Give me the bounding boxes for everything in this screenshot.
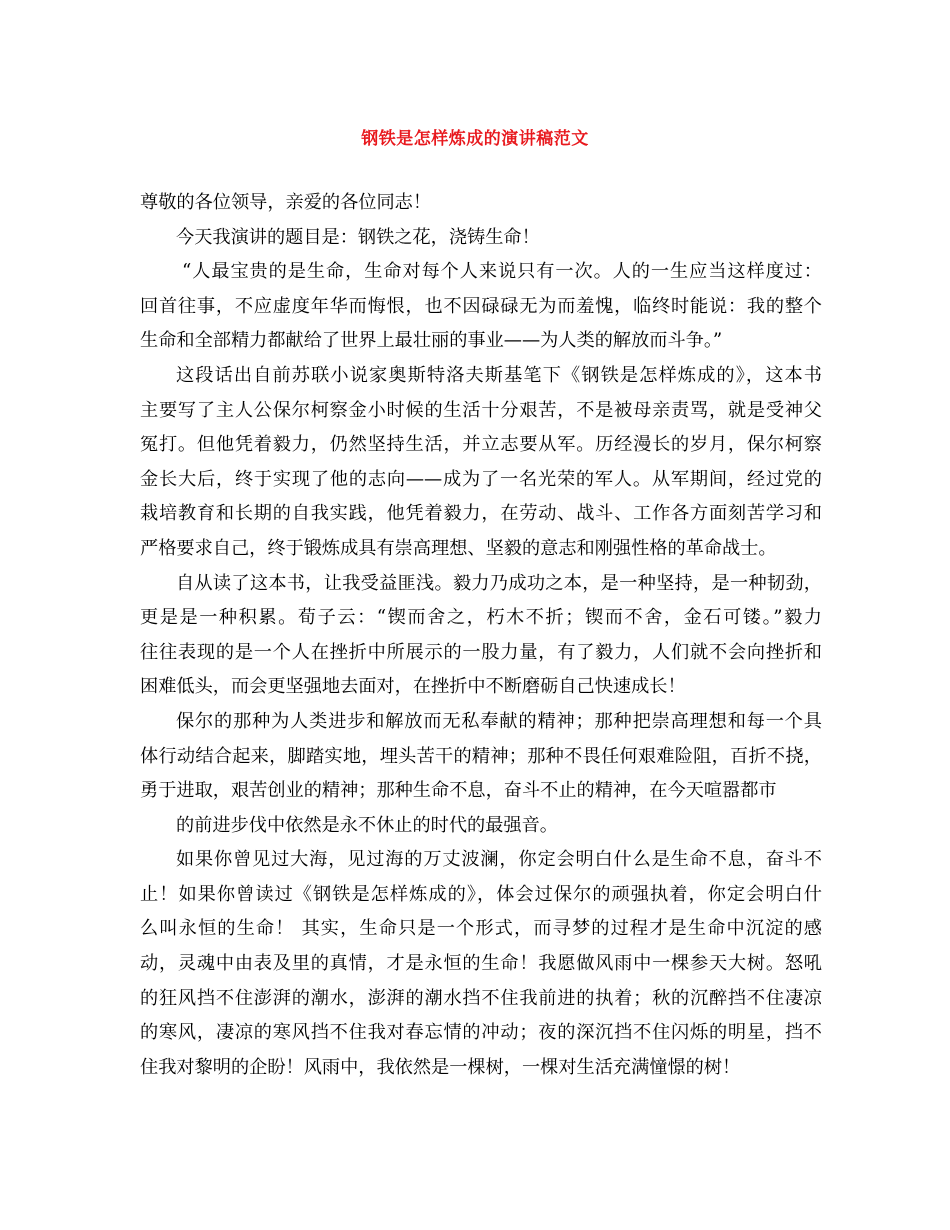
- text-line: 生命和全部精力都献给了世界上最壮丽的事业——为人类的解放而斗争。”: [140, 330, 723, 352]
- text-line: 困难低头，而会更坚强地去面对，在挫折中不断磨砺自己快速成长！: [140, 676, 686, 698]
- text-line: 自从读了这本书，让我受益匪浅。毅力乃成功之本，是一种坚持，是一种韧劲，: [176, 572, 822, 594]
- text-line: 更是是一种积累。荀子云：“锲而舍之，朽木不折；锲而不舍，金石可镂。”毅力: [140, 607, 822, 629]
- text-line: “人最宝贵的是生命，生命对每个人来说只有一次。人的一生应当这样度过：: [182, 261, 822, 283]
- text-line: 勇于进取，艰苦创业的精神；那种生命不息，奋斗不止的精神，在今天喧嚣都市: [140, 780, 777, 802]
- text-line: 如果你曾见过大海，见过海的万丈波澜，你定会明白什么是生命不息，奋斗不: [176, 849, 822, 871]
- text-line: 么叫永恒的生命！ 其实，生命只是一个形式，而寻梦的过程才是生命中沉淀的感: [140, 918, 822, 940]
- text-line: 今天我演讲的题目是：钢铁之花，浇铸生命！: [176, 226, 540, 248]
- text-line: 住我对黎明的企盼！风雨中，我依然是一棵树，一棵对生活充满憧憬的树！: [140, 1056, 741, 1078]
- text-line: 尊敬的各位领导，亲爱的各位同志！: [140, 192, 432, 213]
- text-line: 动，灵魂中由表及里的真情，才是永恒的生命！我愿做风雨中一棵参天大树。怒吼: [140, 953, 822, 975]
- text-line: 往往表现的是一个人在挫折中所展示的一股力量，有了毅力，人们就不会向挫折和: [140, 641, 822, 663]
- text-line: 止！如果你曾读过《钢铁是怎样炼成的》，体会过保尔的顽强执着，你定会明白什: [140, 883, 822, 905]
- text-line: 主要写了主人公保尔柯察金小时候的生活十分艰苦，不是被母亲责骂，就是受神父: [140, 399, 822, 421]
- text-line: 金长大后，终于实现了他的志向——成为了一名光荣的军人。从军期间，经过党的: [140, 468, 822, 490]
- text-line: 这段话出自前苏联小说家奥斯特洛夫斯基笔下《钢铁是怎样炼成的》，这本书: [176, 364, 822, 386]
- text-line: 回首往事，不应虚度年华而悔恨，也不因碌碌无为而羞愧，临终时能说：我的整个: [140, 295, 822, 317]
- text-line: 的寒风，凄凉的寒风挡不住我对春忘情的冲动；夜的深沉挡不住闪烁的明星，挡不: [140, 1022, 822, 1044]
- text-line: 冤打。但他凭着毅力，仍然坚持生活，并立志要从军。历经漫长的岁月，保尔柯察: [140, 434, 822, 456]
- text-line: 严格要求自己，终于锻炼成具有崇高理想、坚毅的意志和刚强性格的革命战士。: [140, 537, 777, 559]
- document-body: [140, 186, 822, 1085]
- text-line: 栽培教育和长期的自我实践，他凭着毅力，在劳动、战斗、工作各方面刻苦学习和: [140, 503, 822, 525]
- text-line: 保尔的那种为人类进步和解放而无私奉献的精神；那种把崇高理想和每一个具: [176, 710, 822, 732]
- text-line: 体行动结合起来，脚踏实地，埋头苦干的精神；那种不畏任何艰难险阻，百折不挠，: [140, 745, 822, 767]
- document-title: 钢铁是怎样炼成的演讲稿范文: [361, 129, 589, 149]
- text-line: 的狂风挡不住澎湃的潮水，澎湃的潮水挡不住我前进的执着；秋的沉醉挡不住凄凉: [140, 987, 822, 1009]
- text-line: 的前进步伐中依然是永不休止的时代的最强音。: [176, 814, 558, 836]
